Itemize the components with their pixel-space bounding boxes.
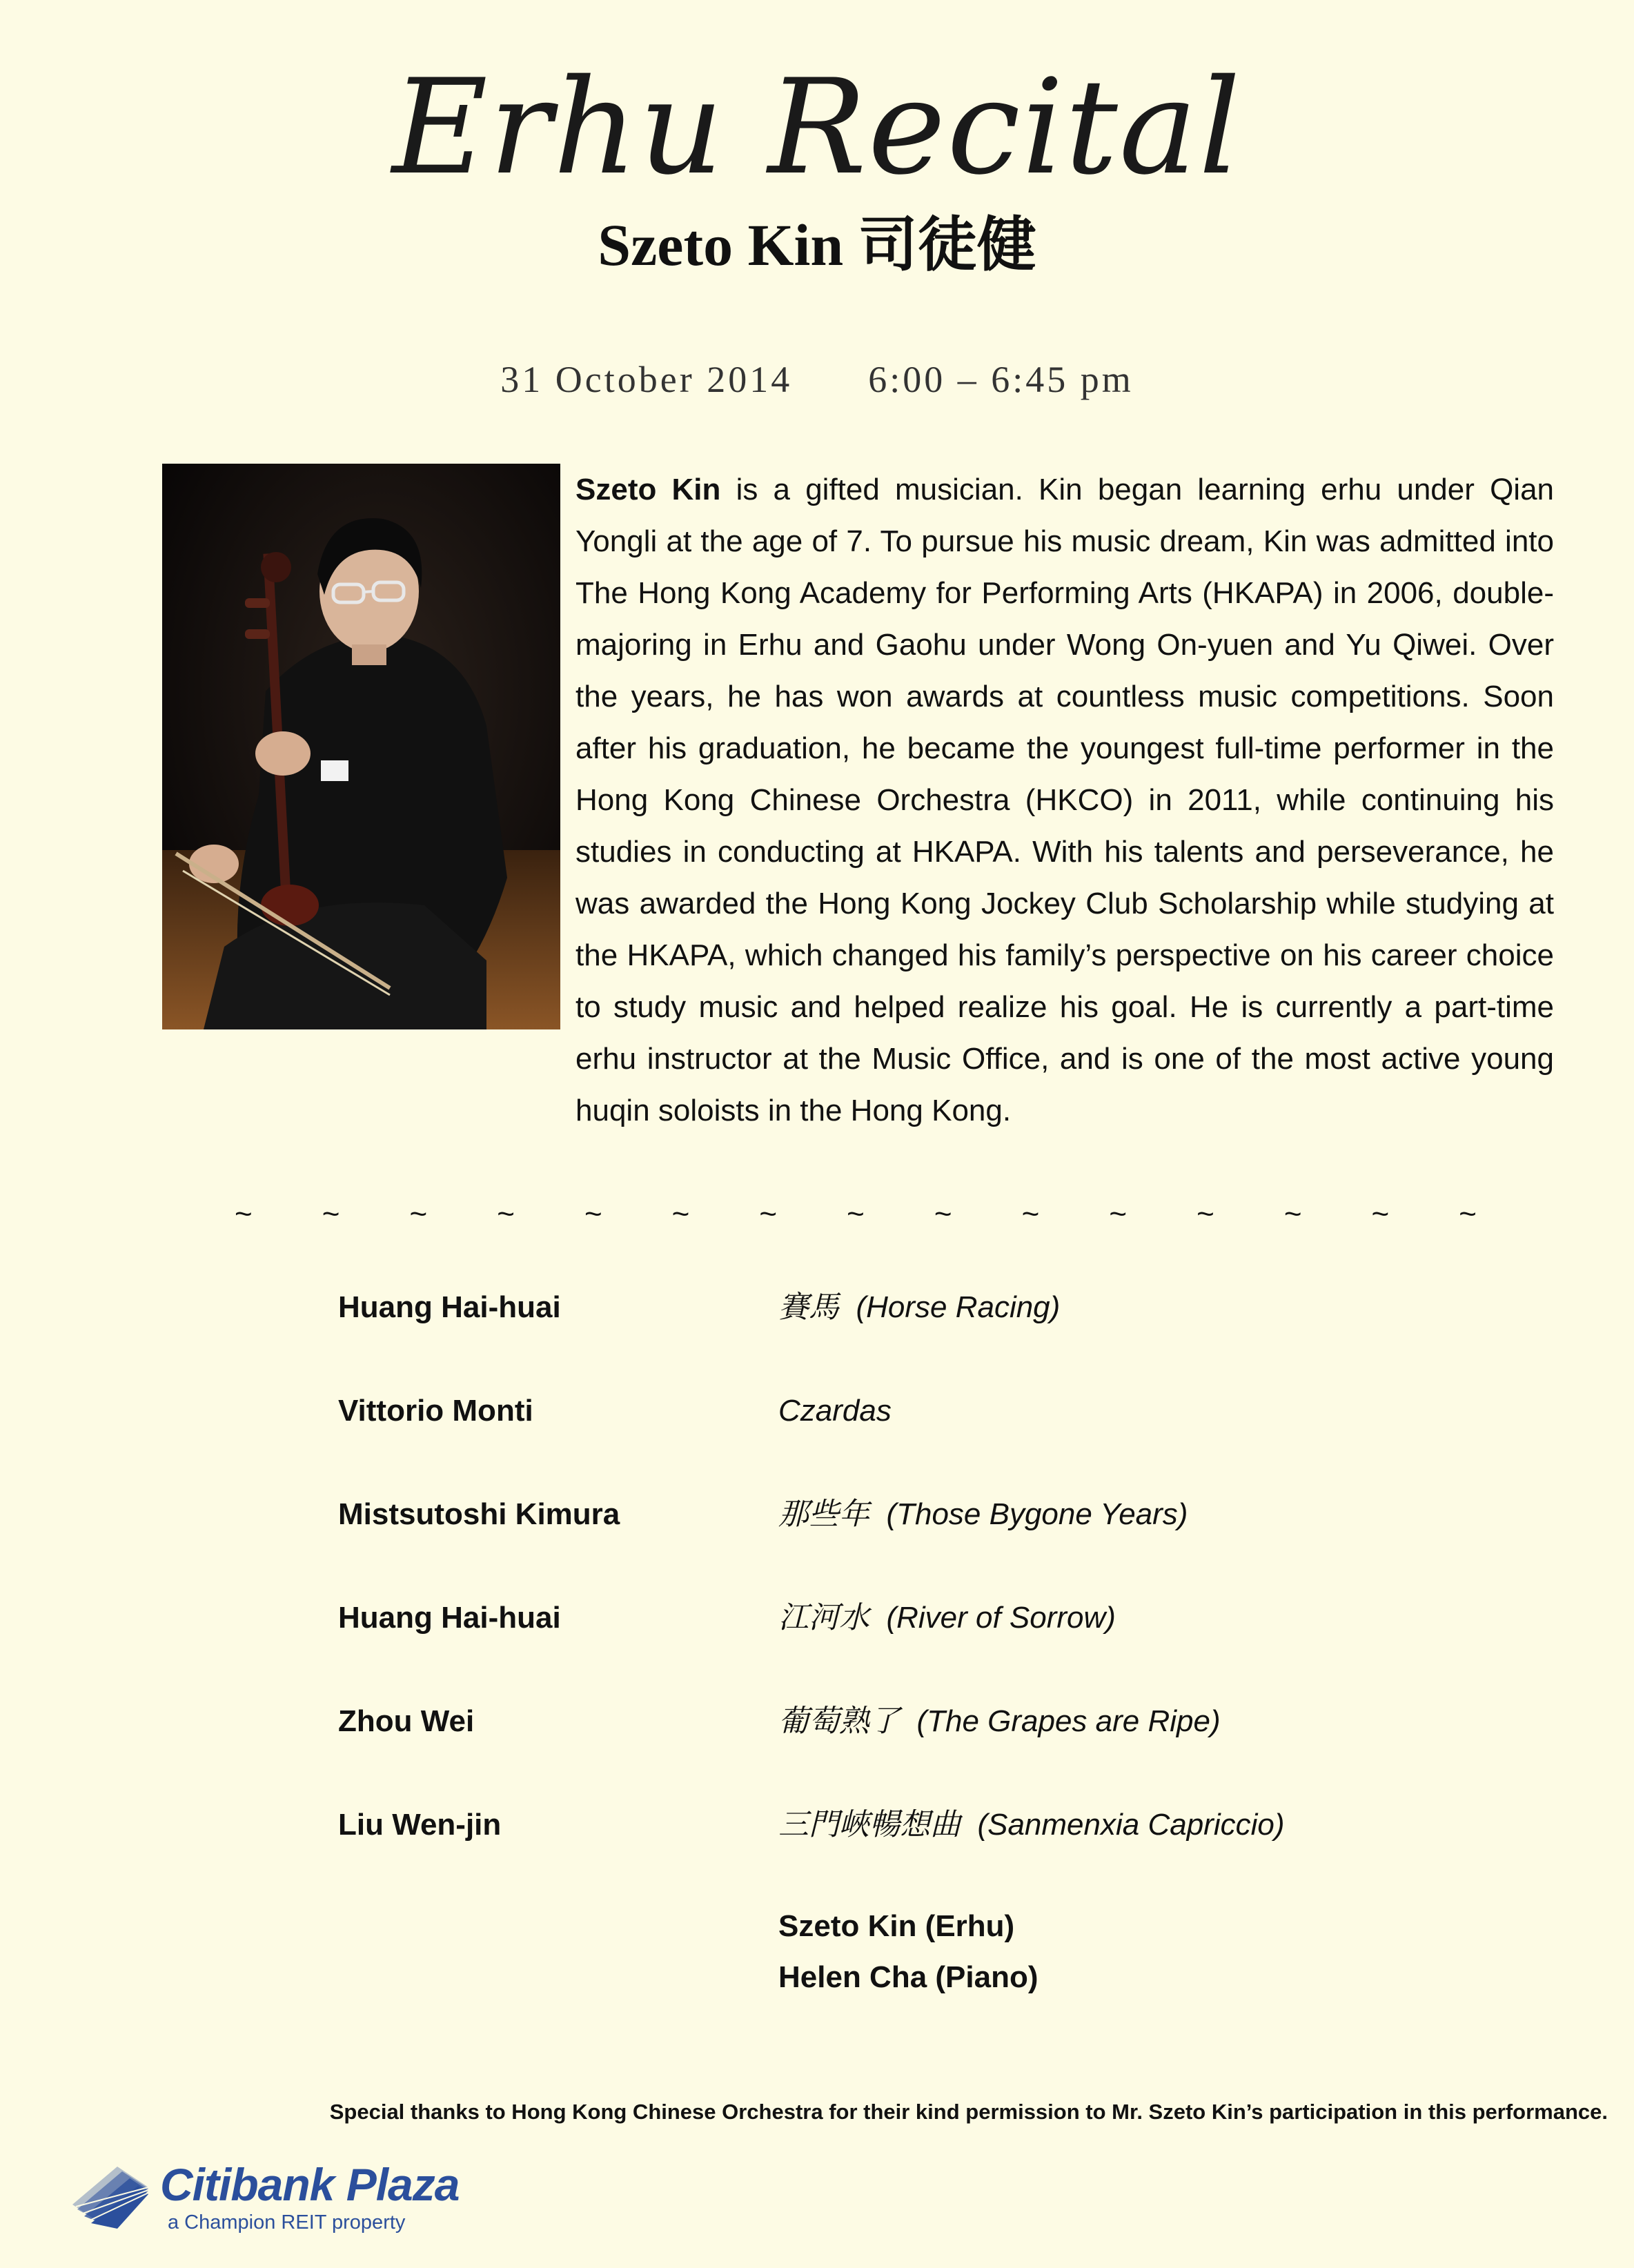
piece-title: Czardas (778, 1394, 892, 1428)
performers (778, 1901, 1039, 2003)
divider-tilde: ~ (1197, 1197, 1214, 1231)
divider-tilde: ~ (497, 1197, 515, 1231)
performer-photo (162, 464, 560, 1029)
divider-tilde: ~ (1459, 1197, 1477, 1231)
program-item (0, 1280, 1634, 1335)
divider-tilde: ~ (1371, 1197, 1390, 1231)
divider-tilde: ~ (584, 1197, 602, 1231)
event-time: 6:00 – 6:45 pm (868, 359, 1134, 400)
divider-tilde: ~ (847, 1197, 865, 1231)
recital-title: Erhu Recital (392, 51, 1242, 204)
composer: Mistsutoshi Kimura (338, 1497, 620, 1531)
piece-title: 那些年 (Those Bygone Years) (778, 1497, 1188, 1531)
program-item (0, 1797, 1634, 1853)
acknowledgement: Special thanks to Hong Kong Chinese Orchestra for their kind permission to Mr. Szeto Kin’s participation in this performance. (329, 2100, 1608, 2124)
divider-tilde: ~ (409, 1197, 428, 1231)
divider-tilde: ~ (1109, 1197, 1128, 1231)
divider-tilde: ~ (1021, 1197, 1040, 1231)
performer-erhu: Szeto Kin (Erhu) (778, 1909, 1015, 1943)
composer: Huang Hai-huai (338, 1290, 561, 1324)
logo-tagline: a Champion REIT property (168, 2211, 406, 2234)
composer: Liu Wen-jin (338, 1808, 502, 1842)
logo-name: Citibank Plaza (160, 2159, 460, 2210)
performer-bio (575, 464, 1554, 1136)
performer-name: Szeto Kin 司徒健 (598, 212, 1036, 278)
divider-tilde: ~ (759, 1197, 778, 1231)
piece-title: 江河水 (River of Sorrow) (778, 1601, 1116, 1635)
program-item (0, 1383, 1634, 1439)
divider-tilde: ~ (322, 1197, 340, 1231)
piece-title: 三門峽暢想曲 (Sanmenxia Capriccio) (778, 1808, 1285, 1842)
divider-tilde: ~ (235, 1197, 253, 1231)
date-time (0, 355, 1634, 404)
bio-name: Szeto Kin (575, 473, 721, 506)
composer: Zhou Wei (338, 1704, 475, 1738)
composer: Huang Hai-huai (338, 1601, 561, 1635)
piece-title: 賽馬 (Horse Racing) (778, 1290, 1061, 1324)
program-item (0, 1487, 1634, 1542)
performer-piano: Helen Cha (Piano) (778, 1960, 1039, 1994)
composer: Vittorio Monti (338, 1394, 533, 1428)
bio-text: is a gifted musician. Kin began learning erhu under Qian Yongli at the age of 7. To pursue his music dream, Kin was admitted into The Hong Kong Academy for Performing Arts (HKAPA) in 2006, double-majoring in Erhu and Gaohu under Wong On-yuen and Yu Qiwei. Over the years, he has won awards at countless music competitions. Soon after his graduation, he became the youngest full-time performer in the Hong Kong Chinese Orchestra (HKCO) in 2011, while continuing his studies in conducting at HKAPA. With his talents and perseverance, he was awarded the Hong Kong Jockey Club Scholarship while studying at the HKAPA, which changed his family’s perspective on his career choice to study music and helped realize his goal. He is currently a part-time erhu instructor at the Music Office, and is one of the most active young huqin soloists in the Hong Kong. (575, 473, 1555, 1127)
program-item (0, 1694, 1634, 1749)
event-date: 31 October 2014 (500, 359, 793, 400)
program-item (0, 1590, 1634, 1646)
divider-tilde: ~ (671, 1197, 690, 1231)
divider-tilde: ~ (1283, 1197, 1302, 1231)
divider (235, 1197, 1477, 1231)
divider-tilde: ~ (934, 1197, 952, 1231)
piece-title: 葡萄熟了 (The Grapes are Ripe) (778, 1704, 1221, 1738)
